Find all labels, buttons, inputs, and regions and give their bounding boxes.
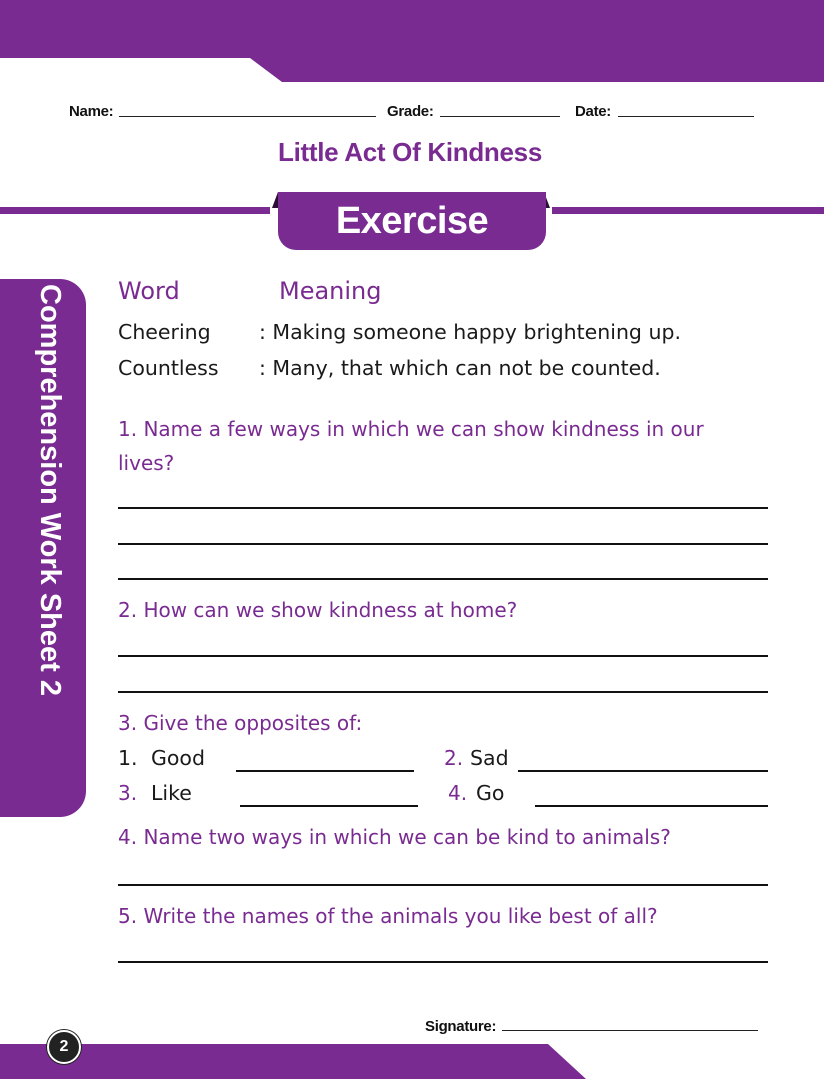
vocab-meaning: : Many, that which can not be counted. [259,356,661,380]
opposite-number: 3. [118,781,138,805]
signature-field[interactable] [502,1030,758,1031]
date-field[interactable] [618,116,754,117]
answer-line[interactable] [118,543,768,545]
exercise-rule-right [552,207,824,214]
bottom-banner [0,1040,824,1079]
question-5: 5. Write the names of the animals you like best of all? [118,904,658,928]
opposite-number: 2. [444,746,464,770]
opposite-word: Sad [470,746,509,770]
side-tab-label: Comprehension Work Sheet 2 [34,284,66,696]
answer-line[interactable] [118,578,768,580]
opposite-number: 4. [448,781,468,805]
name-field[interactable] [119,116,376,117]
date-label: Date: [575,103,612,120]
answer-line[interactable] [118,655,768,657]
signature-label: Signature: [425,1018,497,1035]
worksheet-title: Little Act Of Kindness [277,137,542,167]
answer-line[interactable] [118,884,768,886]
answer-line[interactable] [118,691,768,693]
vocab-word: Cheering [118,320,211,344]
question-3: 3. Give the opposites of: [118,711,363,735]
exercise-rule-left [0,207,270,214]
vocab-meaning: : Making someone happy brightening up. [259,320,681,344]
question-2: 2. How can we show kindness at home? [118,598,518,622]
opposite-answer-line[interactable] [240,805,418,807]
opposite-answer-line[interactable] [535,805,768,807]
question-1: 1. Name a few ways in which we can show kindness in our [118,417,704,441]
opposite-answer-line[interactable] [236,770,414,772]
exercise-heading: Exercise [278,192,546,250]
opposite-number: 1. [118,746,138,770]
answer-line[interactable] [118,507,768,509]
grade-label: Grade: [387,103,434,120]
opposite-answer-line[interactable] [518,770,768,772]
top-banner [0,0,824,84]
page-number: 2 [47,1030,81,1064]
question-4: 4. Name two ways in which we can be kind to animals? [118,825,671,849]
opposite-word: Like [151,781,192,805]
question-1-cont: lives? [118,451,175,475]
answer-line[interactable] [118,961,768,963]
grade-field[interactable] [440,116,560,117]
word-header: Word [118,277,180,305]
meaning-header: Meaning [279,277,382,305]
opposite-word: Good [151,746,205,770]
vocab-word: Countless [118,356,219,380]
opposite-word: Go [476,781,505,805]
name-label: Name: [69,103,114,120]
